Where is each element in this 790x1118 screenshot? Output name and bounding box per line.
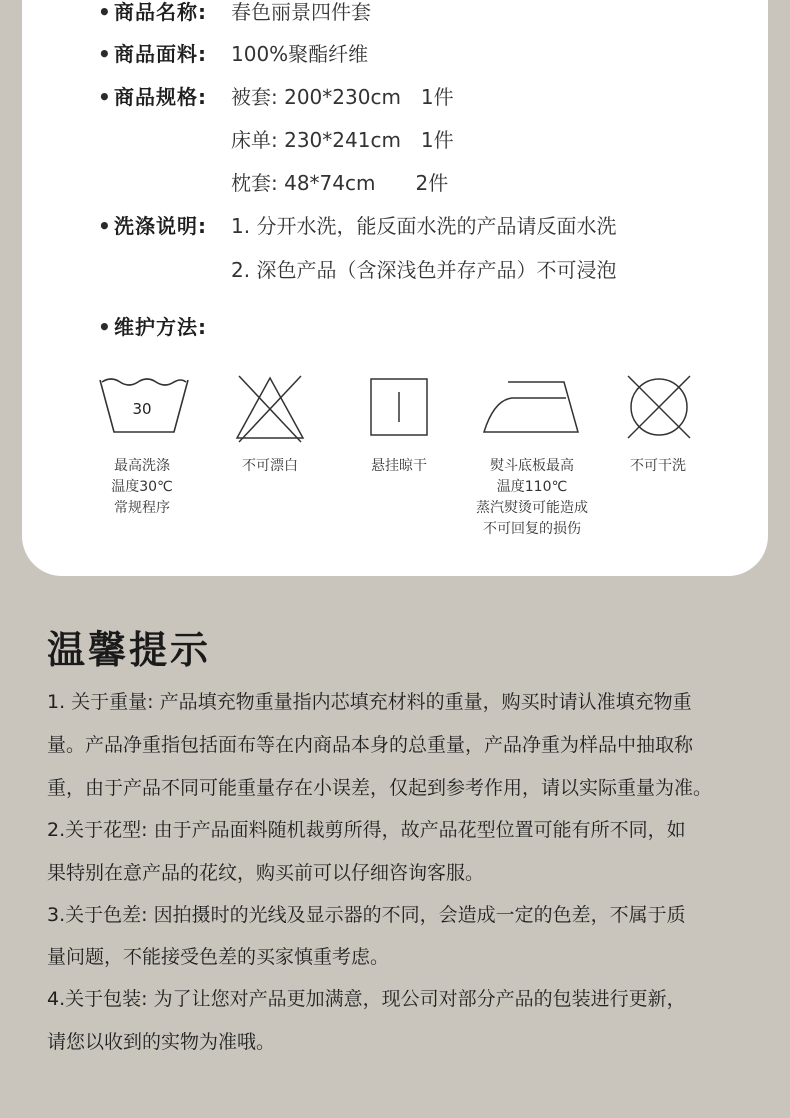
wash-line: 2. 深色产品（含深浅色并存产品）不可浸泡: [231, 258, 617, 282]
product-name-value: 春色丽景四件套: [231, 0, 371, 24]
tips-title: 温馨提示: [47, 628, 212, 672]
bullet-icon: •: [98, 0, 111, 24]
care-label: 维护方法:: [114, 315, 207, 339]
tip-line: 请您以收到的实物为准哦。: [47, 1031, 276, 1053]
tip-line: 1. 关于重量: 产品填充物重量指内芯填充材料的重量，购买时请认准填充物重: [47, 691, 692, 713]
iron-icon: [482, 378, 582, 436]
fabric-value: 100%聚酯纤维: [231, 42, 369, 66]
bullet-icon: •: [98, 42, 111, 66]
tip-line: 重，由于产品不同可能重量存在小误差，仅起到参考作用，请以实际重量为准。: [47, 777, 713, 799]
wash-temp-text: 30: [132, 400, 152, 418]
no-bleach-icon: [233, 374, 307, 444]
bullet-icon: •: [98, 85, 111, 109]
tip-line: 果特别在意产品的花纹，购买前可以仔细咨询客服。: [47, 862, 485, 884]
wash-tub-icon: [98, 372, 190, 436]
no-bleach-caption: 不可漂白: [242, 458, 298, 474]
line-dry-icon: [368, 376, 430, 438]
wash-tub-caption: 最高洗涤 温度30℃ 常规程序: [111, 458, 173, 516]
no-dry-clean-caption: 不可干洗: [630, 458, 686, 474]
tip-line: 2.关于花型: 由于产品面料随机裁剪所得，故产品花型位置可能有所不同，如: [47, 819, 686, 841]
product-name-row: [98, 0, 371, 24]
spec-label: 商品规格:: [114, 85, 207, 109]
tip-line: 量问题，不能接受色差的买家慎重考虑。: [47, 946, 390, 968]
fabric-label: 商品面料:: [114, 42, 207, 66]
wash-row: [98, 214, 207, 238]
spec-line: 被套: 200*230cm 1件: [231, 85, 454, 109]
tip-line: 4.关于包装: 为了让您对产品更加满意，现公司对部分产品的包装进行更新，: [47, 988, 686, 1010]
bullet-icon: •: [98, 214, 111, 238]
care-row: [98, 315, 207, 339]
spec-line: 床单: 230*241cm 1件: [231, 128, 454, 152]
wash-label: 洗涤说明:: [114, 214, 207, 238]
product-name-label: 商品名称:: [114, 0, 207, 24]
line-dry-caption: 悬挂晾干: [371, 458, 427, 474]
tip-line: 3.关于色差: 因拍摄时的光线及显示器的不同，会造成一定的色差，不属于质: [47, 904, 686, 926]
iron-caption: 熨斗底板最高 温度110℃ 蒸汽熨烫可能造成 不可回复的损伤: [476, 458, 588, 537]
spec-line: 枕套: 48*74cm 2件: [231, 171, 449, 195]
no-dry-clean-icon: [624, 372, 694, 442]
fabric-row: [98, 42, 369, 66]
spec-row: [98, 85, 207, 109]
bullet-icon: •: [98, 315, 111, 339]
wash-line: 1. 分开水洗，能反面水洗的产品请反面水洗: [231, 214, 617, 238]
tip-line: 量。产品净重指包括面布等在内商品本身的总重量，产品净重为样品中抽取称: [47, 734, 694, 756]
